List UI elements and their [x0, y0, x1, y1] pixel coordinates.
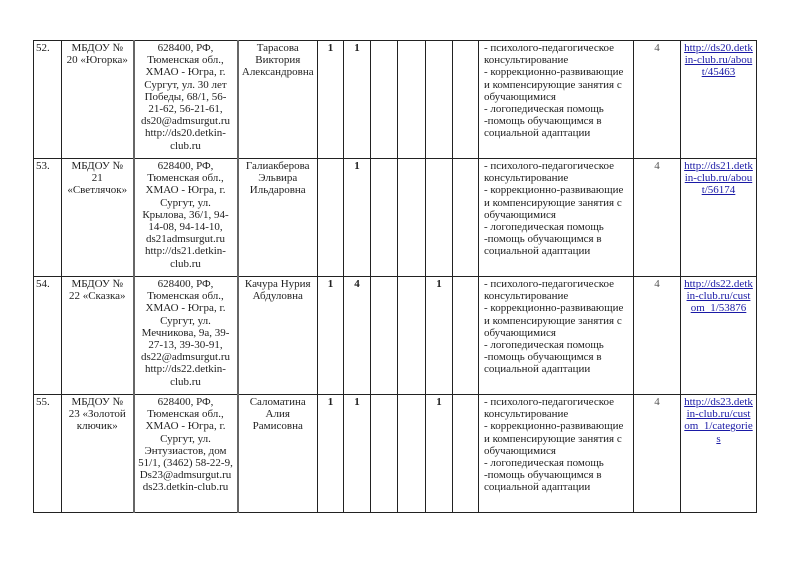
head-name: Галиакберова Эльвира Ильдаровна [238, 159, 318, 277]
link-cell [681, 159, 757, 277]
count-cell: 1 [318, 395, 344, 513]
row-number: 52. [34, 41, 62, 159]
institution-link[interactable]: http://ds23.detkin-club.ru/custom_1/categories [684, 396, 753, 445]
count-cell [426, 159, 453, 277]
count-cell [398, 41, 426, 159]
row-number: 53. [34, 159, 62, 277]
count-cell: 4 [344, 277, 371, 395]
rating-value: 4 [634, 395, 681, 513]
count-cell: 1 [318, 41, 344, 159]
institution-name: МБДОУ № 20 «Югорка» [62, 41, 134, 159]
table-row [34, 159, 757, 277]
count-cell [453, 277, 479, 395]
row-number: 55. [34, 395, 62, 513]
institution-link[interactable]: http://ds22.detkin-club.ru/custom_1/53876 [684, 278, 753, 315]
count-cell [398, 277, 426, 395]
table-row [34, 277, 757, 395]
institution-address: 628400, РФ, Тюменская обл., ХМАО - Югра, г. Сургут, ул. Крылова, 36/1, 94-14-08, 94-14-10, ds21admsurgut.ru http://ds21.detkin-club.ru [134, 159, 238, 277]
count-cell [371, 41, 398, 159]
count-cell [453, 395, 479, 513]
services-list: - психолого-педагогическое консультирование - коррекционно-развивающие и компенсирующие занятия с обучающимися - логопедическая помощь -помощь обучающимся в социальной адаптации [479, 159, 634, 277]
services-list: - психолого-педагогическое консультирование - коррекционно-развивающие и компенсирующие занятия с обучающимися - логопедическая помощь -помощь обучающимся в социальной адаптации [479, 277, 634, 395]
institution-link[interactable]: http://ds20.detkin-club.ru/about/45463 [684, 42, 753, 79]
count-cell: 1 [426, 277, 453, 395]
link-cell [681, 41, 757, 159]
head-name: Тарасова Виктория Александровна [238, 41, 318, 159]
head-name: Качура Нурия Абдуловна [238, 277, 318, 395]
head-name: Саломатина Алия Рамисовна [238, 395, 318, 513]
count-cell [398, 159, 426, 277]
institution-address: 628400, РФ, Тюменская обл., ХМАО - Югра, г. Сургут, ул. Энтузиастов, дом 51/1, (3462) 58-22-9, Ds23@admsurgut.ru ds23.detkin-club.ru [134, 395, 238, 513]
rating-value: 4 [634, 277, 681, 395]
count-cell [371, 159, 398, 277]
count-cell: 1 [318, 277, 344, 395]
count-cell [453, 159, 479, 277]
rating-value: 4 [634, 159, 681, 277]
institution-name: МБДОУ № 23 «Золотой ключик» [62, 395, 134, 513]
count-cell: 1 [344, 41, 371, 159]
institutions-table [33, 40, 757, 513]
institution-name: МБДОУ № 21 «Светлячок» [62, 159, 134, 277]
link-cell [681, 277, 757, 395]
institution-address: 628400, РФ, Тюменская обл., ХМАО - Югра, г. Сургут, ул. 30 лет Победы, 68/1, 56-21-62, 56-21-61, ds20@admsurgut.ru http://ds20.detkin-club.ru [134, 41, 238, 159]
table-row [34, 395, 757, 513]
count-cell [371, 277, 398, 395]
row-number: 54. [34, 277, 62, 395]
institution-address: 628400, РФ, Тюменская обл., ХМАО - Югра, г. Сургут, ул. Мечникова, 9а, 39-27-13, 39-30-91, ds22@admsurgut.ru http://ds22.detkin-club.ru [134, 277, 238, 395]
institution-name: МБДОУ № 22 «Сказка» [62, 277, 134, 395]
institution-link[interactable]: http://ds21.detkin-club.ru/about/56174 [684, 160, 753, 197]
rating-value: 4 [634, 41, 681, 159]
count-cell [318, 159, 344, 277]
count-cell: 1 [344, 395, 371, 513]
count-cell [398, 395, 426, 513]
link-cell [681, 395, 757, 513]
services-list: - психолого-педагогическое консультирование - коррекционно-развивающие и компенсирующие занятия с обучающимися - логопедическая помощь -помощь обучающимся в социальной адаптации [479, 395, 634, 513]
count-cell [453, 41, 479, 159]
table-row [34, 41, 757, 159]
count-cell: 1 [426, 395, 453, 513]
count-cell [426, 41, 453, 159]
services-list: - психолого-педагогическое консультирование - коррекционно-развивающие и компенсирующие занятия с обучающимися - логопедическая помощь -помощь обучающимся в социальной адаптации [479, 41, 634, 159]
count-cell: 1 [344, 159, 371, 277]
count-cell [371, 395, 398, 513]
